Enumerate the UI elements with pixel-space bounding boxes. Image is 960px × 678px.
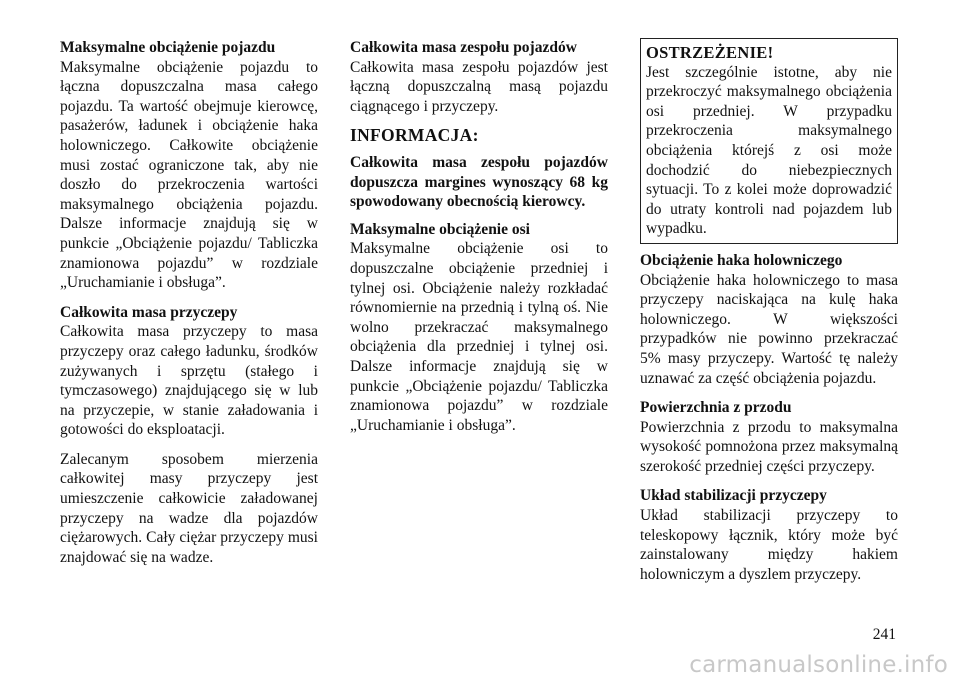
section-text: Układ stabilizacji przyczepy to teleskopowy łącznik, który może być zainstalowany między hakiem holowniczym a dyszlem przyczepy. [640, 507, 898, 583]
section-sway-control [640, 486, 898, 584]
section-heading: Powierzchnia z przodu [640, 399, 792, 417]
watermark: carmanualsonline.info [689, 652, 948, 678]
section-heading: Obciążenie haka holowniczego [640, 251, 843, 269]
section-text: Maksymalne obciążenie osi to dopuszczalne obciążenie przedniej i tylnej osi. Obciążenie należy rozkładać równomiernie na przednią i tylną oś. Nie wolno przekraczać maksymalnego obciążenia dla przedniej i tylnej osi. Dalsze informacje znajdują się w punkcie „Obciążenie pojazdu/ Tabliczka znamionowa pojazdu” w rozdziale „Uruchamianie i obsługa”. [350, 240, 608, 434]
section-heading: Całkowita masa przyczepy [60, 303, 238, 321]
warning-title: OSTRZEŻENIE! [646, 43, 774, 62]
info-note [350, 126, 608, 211]
info-text: Całkowita masa zespołu pojazdów dopuszcza margines wynoszący 68 kg spowodowany obecnością kierowcy. [350, 153, 608, 211]
section-heading: Układ stabilizacji przyczepy [640, 487, 827, 505]
section-heading: Maksymalne obciążenie osi [350, 220, 530, 238]
section-text: Zalecanym sposobem mierzenia całkowitej masy przyczepy jest umieszczenie całkowicie załadowanej przyczepy na wadze dla pojazdów ciężarowych. Cały ciężar przyczepy musi znajdować się na wadze. [60, 450, 318, 566]
section-text: Obciążenie haka holowniczego to masa przyczepy naciskająca na kulę haka holowniczego. W większości przypadków nie powinno przekraczać 5% masy przyczepy. Wartość tę należy uznawać za część obciążenia pojazdu. [640, 271, 898, 387]
section-combination-mass [350, 38, 608, 116]
section-weighing-method [60, 450, 318, 568]
section-frontal-area [640, 398, 898, 476]
section-text: Maksymalne obciążenie pojazdu to łączna dopuszczalna masa całego pojazdu. Ta wartość obejmuje kierowcę, pasażerów, ładunek i obciążenie haka holowniczego. Całkowite obciążenie musi zostać ograniczone tak, aby nie doszło do przekroczenia wartości maksymalnego obciążenia pojazdu. Dalsze informacje znajdują się w punkcie „Obciążenie pojazdu/ Tabliczka znamionowa pojazdu” w rozdziale „Uruchamianie i obsługa”. [60, 58, 318, 292]
column-middle [350, 38, 608, 445]
column-left [60, 38, 318, 577]
page-number: 241 [872, 626, 896, 643]
info-title: INFORMACJA: [350, 125, 479, 146]
section-hitch-load [640, 251, 898, 388]
section-text: Powierzchnia z przodu to maksymalna wysokość pomnożona przez maksymalną szerokość przedniej części przyczepy. [640, 418, 898, 475]
warning-text: Jest szczególnie istotne, aby nie przekroczyć maksymalnego obciążenia osi przedniej. W przypadku przekroczenia maksymalnego obciążenia którejś z osi może dochodzić do niebezpiecznych sytuacji. To z kolei może doprowadzić do utraty kontroli nad pojazdem lub wypadku. [646, 63, 892, 238]
section-text: Całkowita masa zespołu pojazdów jest łączną dopuszczalną masą pojazdu ciągnącego i przyczepy. [350, 58, 608, 115]
section-max-vehicle-load [60, 38, 318, 293]
column-right [640, 38, 898, 594]
section-trailer-total-mass [60, 303, 318, 440]
section-text: Całkowita masa przyczepy to masa przyczepy oraz całego ładunku, środków zużywanych i sprzętu (stałego i tymczasowego) znajdującego się w lub na przyczepie, w stanie załadowania i gotowości do eksploatacji. [60, 323, 318, 439]
section-heading: Całkowita masa zespołu pojazdów [350, 39, 577, 56]
section-max-axle-load [350, 220, 608, 436]
warning-box [640, 38, 898, 244]
section-heading: Maksymalne obciążenie pojazdu [60, 39, 276, 56]
